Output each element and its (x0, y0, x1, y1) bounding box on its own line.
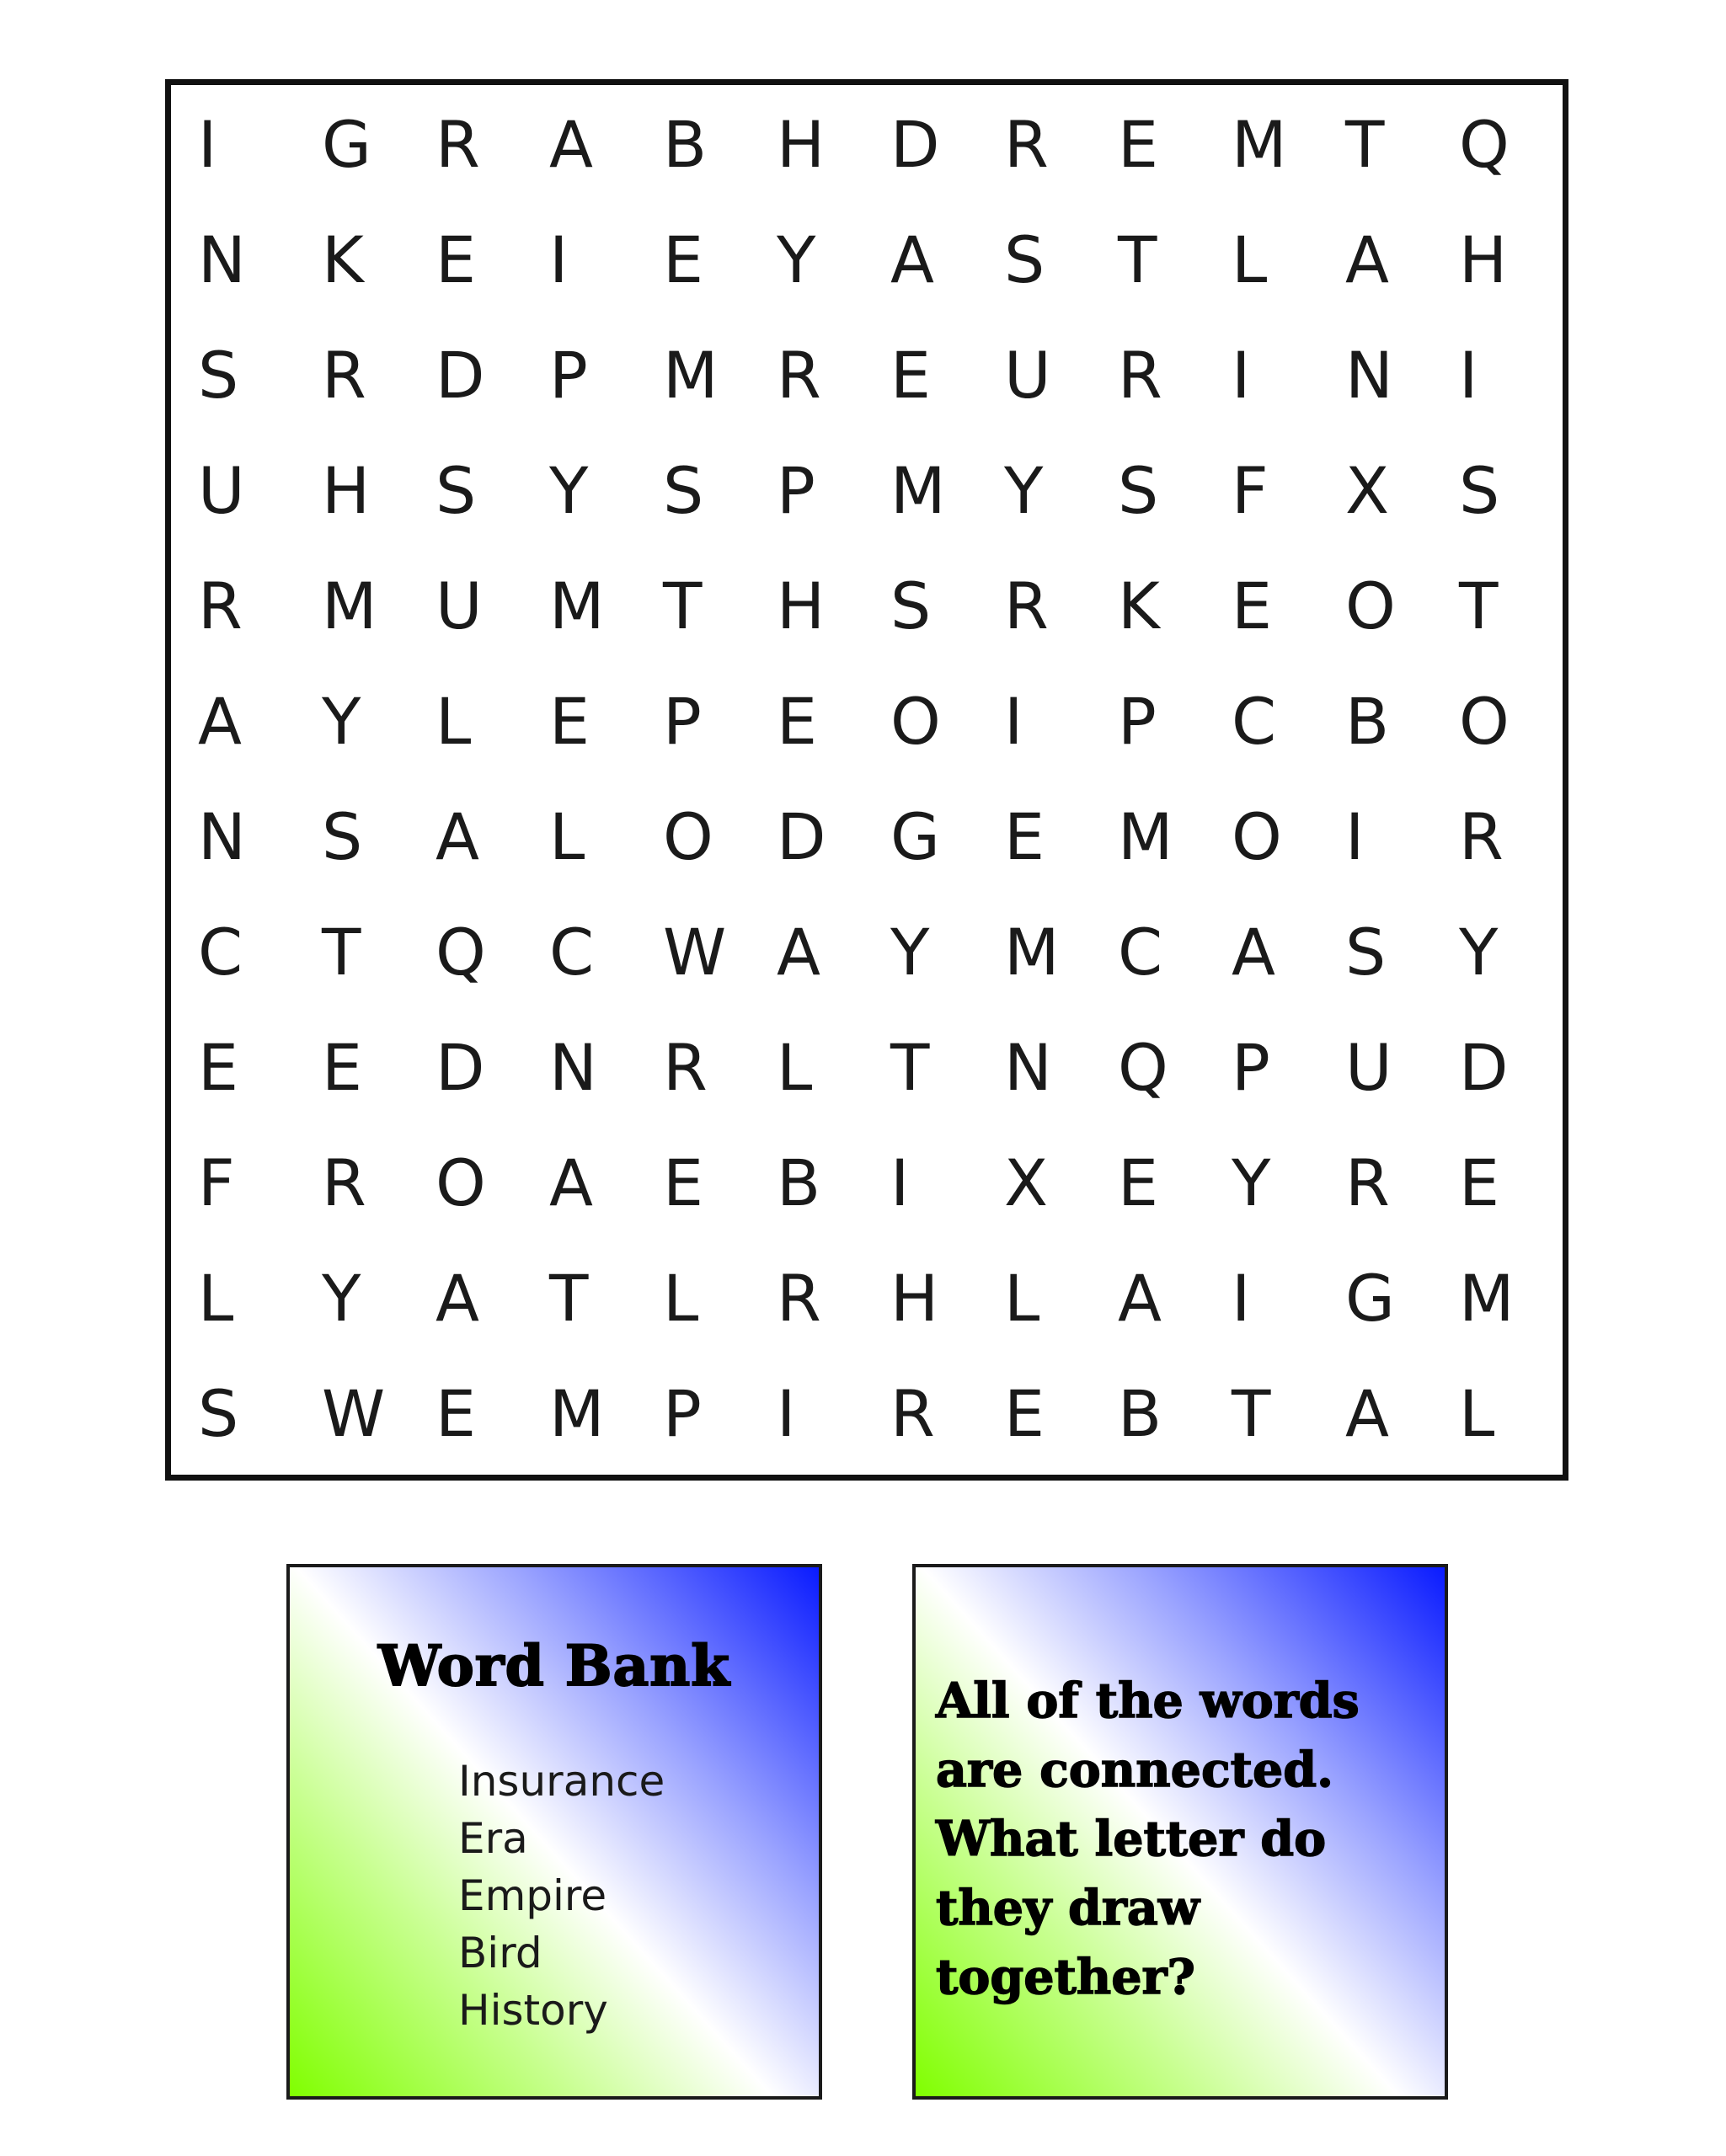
grid-letter[interactable]: M (1004, 914, 1060, 990)
grid-letter[interactable]: H (1459, 221, 1508, 297)
grid-letter[interactable]: S (322, 798, 363, 874)
grid-letter[interactable]: L (1232, 221, 1268, 297)
grid-letter[interactable]: A (436, 1260, 479, 1336)
grid-letter[interactable]: D (1459, 1029, 1509, 1105)
grid-letter[interactable]: Q (1459, 106, 1510, 182)
grid-letter[interactable]: Y (1232, 1145, 1271, 1220)
grid-letter[interactable]: I (198, 106, 217, 182)
grid-letter[interactable]: E (1118, 106, 1159, 182)
grid-letter[interactable]: E (663, 221, 704, 297)
grid-letter[interactable]: A (777, 914, 820, 990)
grid-letter[interactable]: T (1118, 221, 1157, 297)
grid-letter[interactable]: T (549, 1260, 589, 1336)
grid-letter[interactable]: K (1118, 568, 1160, 643)
word-bank-item: History (458, 1986, 608, 2035)
grid-letter[interactable]: T (1459, 568, 1499, 643)
word-bank-item: Bird (458, 1929, 542, 1977)
grid-letter[interactable]: I (890, 1145, 910, 1220)
grid-letter[interactable]: M (549, 1375, 605, 1451)
grid-letter[interactable]: Y (1459, 914, 1499, 990)
grid-letter[interactable]: H (777, 568, 826, 643)
grid-letter[interactable]: O (436, 1145, 486, 1220)
grid-letter[interactable]: H (322, 452, 371, 528)
grid-letter[interactable]: R (1118, 337, 1162, 413)
grid-letter[interactable]: S (663, 452, 704, 528)
grid-letter[interactable]: H (890, 1260, 939, 1336)
grid-letter[interactable]: L (1004, 1260, 1040, 1336)
grid-letter[interactable]: E (436, 1375, 477, 1451)
word-bank-title: Word Bank (378, 1633, 730, 1699)
grid-letter[interactable]: S (1459, 452, 1500, 528)
grid-letter[interactable]: R (1345, 1145, 1390, 1220)
question-line: together? (936, 1949, 1195, 2005)
grid-letter[interactable]: G (1345, 1260, 1395, 1336)
grid-letter[interactable]: A (436, 798, 479, 874)
grid-letter[interactable]: M (890, 452, 946, 528)
grid-letter[interactable]: T (890, 1029, 930, 1105)
grid-letter[interactable]: I (1004, 683, 1023, 759)
grid-letter[interactable]: G (890, 798, 940, 874)
grid-letter[interactable]: Y (890, 914, 930, 990)
grid-letter[interactable]: A (549, 1145, 593, 1220)
grid-letter[interactable]: Y (322, 1260, 361, 1336)
grid-letter[interactable]: P (549, 337, 588, 413)
grid-letter[interactable]: E (777, 683, 818, 759)
grid-letter[interactable]: S (1118, 452, 1159, 528)
grid-letter[interactable]: N (198, 798, 246, 874)
grid-letter[interactable]: Y (1004, 452, 1044, 528)
grid-letter[interactable]: I (1459, 337, 1478, 413)
grid-letter[interactable]: P (663, 683, 702, 759)
grid-letter[interactable]: A (549, 106, 593, 182)
question-line: are connected. (936, 1742, 1333, 1798)
grid-letter[interactable]: M (322, 568, 377, 643)
grid-letter[interactable]: E (198, 1029, 239, 1105)
grid-letter[interactable]: B (1345, 683, 1390, 759)
question-line: they draw (936, 1880, 1200, 1936)
grid-letter[interactable]: G (322, 106, 371, 182)
question-panel (912, 1564, 1448, 2100)
grid-letter[interactable]: F (1232, 452, 1269, 528)
grid-letter[interactable]: N (549, 1029, 597, 1105)
grid-letter[interactable]: S (1345, 914, 1387, 990)
grid-letter[interactable]: E (322, 1029, 363, 1105)
question-text (936, 1667, 1431, 2012)
grid-letter[interactable]: X (1345, 452, 1390, 528)
grid-letter[interactable]: I (1232, 1260, 1251, 1336)
grid-letter[interactable]: I (549, 221, 569, 297)
grid-letter[interactable]: I (777, 1375, 796, 1451)
grid-letter[interactable]: E (1232, 568, 1273, 643)
grid-letter[interactable]: Q (436, 914, 486, 990)
grid-letter[interactable]: E (1118, 1145, 1159, 1220)
question-line: What letter do (936, 1811, 1327, 1867)
grid-letter[interactable]: N (1345, 337, 1393, 413)
grid-letter[interactable]: Q (1118, 1029, 1168, 1105)
grid-letter[interactable]: I (1345, 798, 1365, 874)
grid-letter[interactable]: C (1118, 914, 1163, 990)
grid-letter[interactable]: Y (777, 221, 816, 297)
grid-letter[interactable]: K (322, 221, 364, 297)
grid-letter[interactable]: T (1232, 1375, 1271, 1451)
grid-letter[interactable]: D (777, 798, 826, 874)
grid-letter[interactable]: U (198, 452, 245, 528)
grid-letter[interactable]: P (1118, 683, 1157, 759)
grid-letter[interactable]: I (1232, 337, 1251, 413)
grid-letter[interactable]: T (663, 568, 703, 643)
question-line: All of the words (936, 1673, 1360, 1729)
grid-letter[interactable]: T (1345, 106, 1385, 182)
grid-letter[interactable]: C (549, 914, 595, 990)
grid-letter[interactable]: C (198, 914, 243, 990)
grid-letter[interactable]: A (1118, 1260, 1162, 1336)
grid-letter[interactable]: S (198, 337, 239, 413)
grid-letter[interactable]: O (1345, 568, 1396, 643)
grid-letter[interactable]: U (1004, 337, 1051, 413)
grid-letter[interactable]: L (777, 1029, 813, 1105)
grid-letter[interactable]: M (1459, 1260, 1515, 1336)
word-bank-list (458, 1753, 665, 2039)
grid-letter[interactable]: R (890, 1375, 935, 1451)
grid-letter[interactable]: L (1459, 1375, 1495, 1451)
grid-letter[interactable]: A (1345, 1375, 1389, 1451)
grid-letter[interactable]: M (1232, 106, 1287, 182)
grid-letter[interactable]: Y (322, 683, 361, 759)
grid-letter[interactable]: O (1232, 798, 1282, 874)
grid-letter[interactable]: R (777, 337, 821, 413)
grid-letter[interactable]: L (663, 1260, 699, 1336)
grid-letter[interactable]: E (1004, 1375, 1045, 1451)
grid-letter[interactable]: F (198, 1145, 235, 1220)
grid-letter[interactable]: O (1459, 683, 1510, 759)
grid-letter[interactable]: S (436, 452, 477, 528)
grid-letter[interactable]: D (436, 337, 485, 413)
grid-letter[interactable]: L (198, 1260, 234, 1336)
grid-letter[interactable]: S (1004, 221, 1045, 297)
grid-letter[interactable]: D (890, 106, 940, 182)
grid-letter[interactable]: R (322, 337, 366, 413)
grid-letter[interactable]: X (1004, 1145, 1049, 1220)
grid-letter[interactable]: R (777, 1260, 821, 1336)
word-bank-item: Empire (458, 1871, 607, 1920)
grid-letter[interactable]: N (1004, 1029, 1052, 1105)
grid-letter[interactable]: R (1459, 798, 1504, 874)
grid-letter[interactable]: R (436, 106, 480, 182)
grid-letter[interactable]: E (890, 337, 932, 413)
grid-letter[interactable]: E (663, 1145, 704, 1220)
grid-letter[interactable]: R (198, 568, 243, 643)
grid-letter[interactable]: N (198, 221, 246, 297)
grid-letter[interactable]: B (663, 106, 708, 182)
grid-letter[interactable]: O (663, 798, 713, 874)
grid-letter[interactable]: A (890, 221, 934, 297)
grid-letter[interactable]: E (436, 221, 477, 297)
grid-letter[interactable]: U (1345, 1029, 1392, 1105)
grid-letter[interactable]: A (1345, 221, 1389, 297)
grid-letter[interactable]: R (322, 1145, 366, 1220)
grid-letter[interactable]: C (1232, 683, 1277, 759)
grid-letter[interactable]: R (1004, 568, 1049, 643)
grid-letter[interactable]: M (663, 337, 719, 413)
grid-letter[interactable]: U (436, 568, 483, 643)
grid-letter[interactable]: M (1118, 798, 1173, 874)
grid-letter[interactable]: E (1004, 798, 1045, 874)
grid-letter[interactable]: A (198, 683, 242, 759)
grid-letter[interactable]: T (322, 914, 361, 990)
word-bank-item: Era (458, 1814, 528, 1863)
grid-letter[interactable]: L (436, 683, 472, 759)
grid-letter[interactable]: S (198, 1375, 239, 1451)
word-bank-panel (286, 1564, 822, 2100)
grid-letter[interactable]: L (549, 798, 585, 874)
grid-letter[interactable]: R (1004, 106, 1049, 182)
word-search-grid (165, 79, 1568, 1481)
grid-letter[interactable]: O (890, 683, 941, 759)
grid-letter[interactable]: W (322, 1375, 386, 1451)
grid-letter[interactable]: A (1232, 914, 1275, 990)
word-bank-item: Insurance (458, 1757, 665, 1806)
grid-letter[interactable]: P (663, 1375, 702, 1451)
grid-letter[interactable]: W (663, 914, 727, 990)
grid-letter[interactable]: M (549, 568, 605, 643)
grid-letter[interactable]: E (549, 683, 590, 759)
grid-letter[interactable]: B (777, 1145, 821, 1220)
grid-letter[interactable]: R (663, 1029, 708, 1105)
grid-letter[interactable]: P (1232, 1029, 1270, 1105)
grid-letter[interactable]: P (777, 452, 815, 528)
grid-letter[interactable]: Y (549, 452, 589, 528)
grid-letter[interactable]: E (1459, 1145, 1500, 1220)
grid-letter[interactable]: D (436, 1029, 485, 1105)
grid-letter[interactable]: H (777, 106, 826, 182)
grid-letter[interactable]: S (890, 568, 932, 643)
grid-letter[interactable]: B (1118, 1375, 1162, 1451)
